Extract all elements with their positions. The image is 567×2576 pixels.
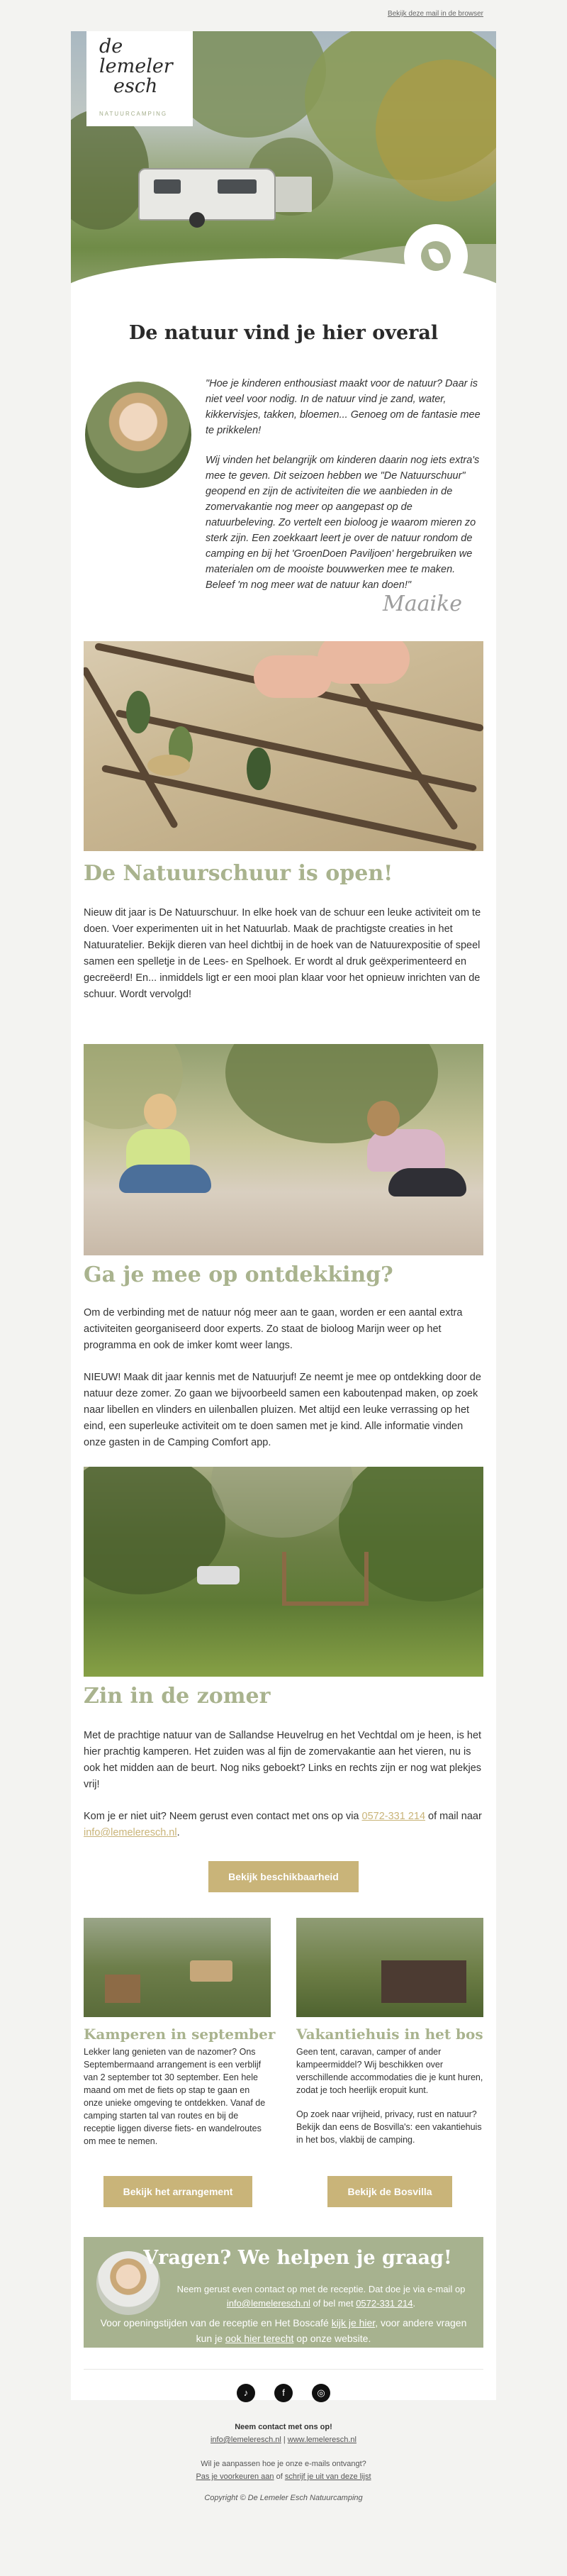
email-card xyxy=(71,31,496,2400)
email-link[interactable]: info@lemeleresch.nl xyxy=(84,1827,177,1838)
separator: | xyxy=(281,2436,288,2444)
unsubscribe-link[interactable]: schrijf je uit van deze lijst xyxy=(284,2472,371,2481)
text: . xyxy=(412,2298,416,2309)
help-box xyxy=(84,2237,483,2348)
intro-paragraph: Wij vinden het belangrijk om kinderen daarin nog iets extra's mee te geven. Dit seizoen hebben we "De Natuurschuur" geopend en zijn de activiteiten die we aanbieden in de zomervakantie nog meer op aangepast op de natuurbeleving. Zo vertelt een bioloog je waarom mieren zo sterk zijn. Een zoekkaart leert je over de natuur rondom de camping en bij het 'GroenDoen Paviljoen' hergebruiken we materialen om de mooiste bouwwerken mee te maken. Beleef 'm nog meer wat de natuur kan doen!" xyxy=(206,455,480,591)
leaf-icon xyxy=(428,248,444,265)
prefs-links xyxy=(0,2472,567,2481)
natuurschuur-photo xyxy=(84,641,483,851)
help-email-link[interactable]: info@lemeleresch.nl xyxy=(226,2298,310,2309)
text: of bel met xyxy=(310,2298,357,2309)
caravan xyxy=(138,168,276,221)
text: , voor andere vragen kun je xyxy=(196,2317,467,2344)
kamperen-text xyxy=(84,2045,271,2159)
facebook-icon[interactable]: f xyxy=(274,2384,293,2402)
paragraph: Geen tent, caravan, camper of ander kampeermiddel? Wij beschikken over verschillende accommodaties die je kunt huren, zodat je toch heerlijk eropuit kunt. xyxy=(296,2047,483,2095)
instagram-icon[interactable]: ◎ xyxy=(312,2384,330,2402)
vakantiehuis-photo xyxy=(296,1918,483,2017)
availability-button[interactable]: Bekijk beschikbaarheid xyxy=(208,1861,359,1892)
section-text-ontdekking xyxy=(84,1305,485,1467)
section-heading-zomer: Zin in de zomer xyxy=(84,1684,271,1709)
opening-hours-link[interactable]: kijk je hier xyxy=(331,2317,376,2328)
footer-email-link[interactable]: info@lemeleresch.nl xyxy=(210,2436,281,2444)
view-in-browser-link[interactable]: Bekijk deze mail in de browser xyxy=(387,10,483,18)
kamperen-photo xyxy=(84,1918,271,2017)
paragraph: Lekker lang genieten van de nazomer? Ons Septembermaand arrangement is een verblijf van 2 september tot 30 september. Een hele maand om met de fiets op stap te gaan en onze unieke omgeving te ontdekken. Vanaf de camping starten tal van routes en bij de receptie liggen diverse fiets- en wandelroutes om mee te nemen. xyxy=(84,2047,266,2146)
tiktok-icon[interactable]: ♪ xyxy=(237,2384,255,2402)
logo-word-de: de xyxy=(99,35,123,57)
paragraph xyxy=(84,1809,485,1841)
ontdekking-photo xyxy=(84,1044,483,1255)
help-phone-link[interactable]: 0572-331 214 xyxy=(356,2298,413,2309)
logo[interactable] xyxy=(86,31,193,126)
intro-paragraph: "Hoe je kinderen enthousiast maakt voor de natuur? Daar is niet veel voor nodig. In de natuur vind je zand, water, kikkervisjes, takken, bloemen... Genoeg om de fantasie mee te prikkelen! xyxy=(206,378,481,436)
paragraph: Nieuw dit jaar is De Natuurschuur. In elke hoek van de schuur een leuke activiteit om te doen. Voer experimenten uit in het Natuurlab. Maak de prachtigste creaties in het Natuuratelier. Bekijk dieren van heel dichtbij in de hoek van de Natuurexpositie of speel samen een spelletje in de Lees- en Spelhoek. Er wordt al druk geëxperimenteerd en gecreëerd! En... inmiddels ligt er een mooi plan klaar voor het opnieuw inrichten van de schuur. Wordt vervolgd! xyxy=(84,907,481,1000)
section-heading-ontdekking: Ga je mee op ontdekking? xyxy=(84,1262,393,1287)
intro-quote xyxy=(206,376,481,607)
logo-word-esch: esch xyxy=(113,75,158,97)
text: Kom je er niet uit? Neem gerust even contact met ons op via xyxy=(84,1811,362,1822)
vakantiehuis-title: Vakantiehuis in het bos xyxy=(296,2026,483,2043)
text: of mail naar xyxy=(425,1811,482,1822)
preferences-link[interactable]: Pas je voorkeuren aan xyxy=(196,2472,274,2481)
social-links xyxy=(237,2384,330,2404)
section-text-zomer xyxy=(84,1728,485,1857)
section-text-natuurschuur xyxy=(84,905,485,1018)
help-title: Vragen? We helpen je graag! xyxy=(143,2247,452,2269)
paragraph: Om de verbinding met de natuur nóg meer aan te gaan, worden er een aantal extra activiteiten georganiseerd door experts. Zo staat de bioloog Marijn weer op het programma en ook de imker komt weer langs. xyxy=(84,1307,463,1351)
help-text-2 xyxy=(98,2315,469,2346)
leaf-badge xyxy=(404,224,468,288)
paragraph: Met de prachtige natuur van de Sallandse Heuvelrug en het Vechtdal om je heen, is het hier prachtig kamperen. Het zuiden was al fijn de zomervakantie aan het vieren, nu is ook het midden aan de beurt. Nog niks geboekt? Links en rechts zijn er nog wat plekjes vrij! xyxy=(84,1730,482,1790)
paragraph: NIEUW! Maak dit jaar kennis met de Natuurjuf! Ze neemt je mee op ontdekking door de natuur deze zomer. Zo gaan we bijvoorbeeld samen een kaboutenpad maken, op zoek naar libellen en vlinders en uilenballen pluizen. Met altijd een leuke verrassing op het eind, een superleuke activiteit om te doen samen met je kind. Alle informatie vinden onze gasten in de Camping Comfort app. xyxy=(84,1372,481,1448)
footer-website-link[interactable]: www.lemeleresch.nl xyxy=(287,2436,357,2444)
section-heading-natuurschuur: De Natuurschuur is open! xyxy=(84,861,393,886)
zomer-photo xyxy=(84,1467,483,1677)
faq-link[interactable]: ook hier terecht xyxy=(225,2333,294,2344)
logo-subtitle: NATUURCAMPING xyxy=(99,111,168,117)
bosvilla-button[interactable]: Bekijk de Bosvilla xyxy=(327,2176,452,2207)
help-text xyxy=(169,2282,473,2311)
prefs-question: Wil je aanpassen hoe je onze e-mails ontvangt? xyxy=(201,2460,366,2468)
arrangement-button[interactable]: Bekijk het arrangement xyxy=(103,2176,252,2207)
phone-link[interactable]: 0572-331 214 xyxy=(361,1811,426,1822)
signature: Maaike xyxy=(383,592,463,616)
copyright: Copyright © De Lemeler Esch Natuurcamping xyxy=(204,2494,363,2502)
text: Voor openingstijden van de receptie en Het Boscafé xyxy=(100,2317,332,2328)
vakantiehuis-text xyxy=(296,2045,483,2158)
avatar xyxy=(85,382,191,488)
logo-word-lemeler: lemeler xyxy=(99,55,173,77)
text: of xyxy=(274,2472,285,2481)
paragraph: Op zoek naar vrijheid, privacy, rust en natuur? Bekijk dan eens de Bosvilla's: een vakantiehuis in het bos, vlakbij de camping. xyxy=(296,2109,482,2145)
contact-links xyxy=(0,2436,567,2444)
hero-image xyxy=(71,31,496,309)
text: Neem gerust even contact op met de receptie. Dat doe je via e-mail op xyxy=(176,2284,466,2294)
divider xyxy=(84,2369,483,2370)
kamperen-title: Kamperen in september xyxy=(84,2026,276,2043)
contact-heading: Neem contact met ons op! xyxy=(235,2423,332,2431)
text: op onze website. xyxy=(293,2333,371,2344)
contact-label xyxy=(0,2423,567,2431)
text: . xyxy=(176,1827,180,1838)
page-title: De natuur vind je hier overal xyxy=(128,322,439,344)
